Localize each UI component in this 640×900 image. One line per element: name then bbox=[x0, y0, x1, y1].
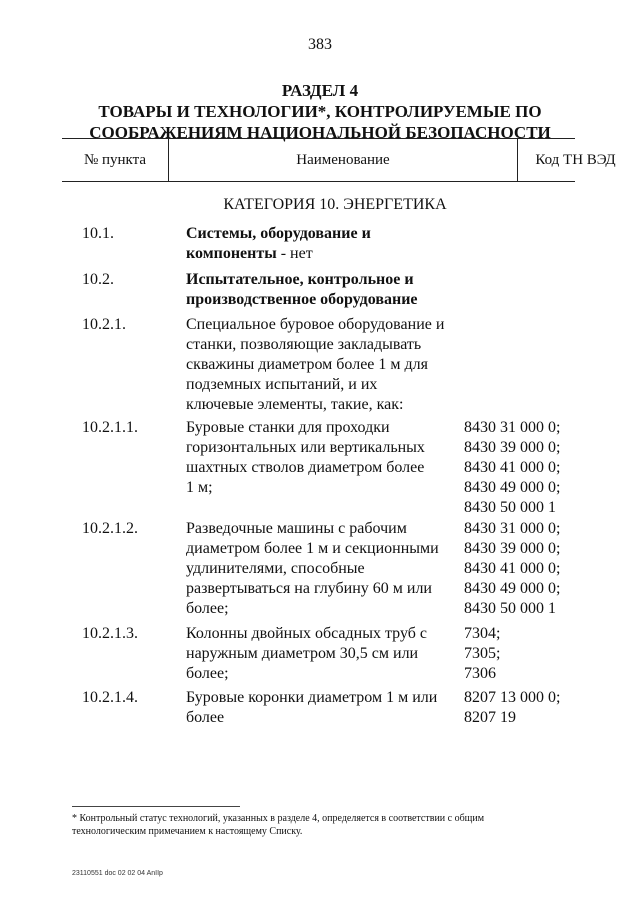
item-name-text: Буровые коронки диаметром 1 м или более bbox=[186, 689, 438, 726]
item-name bbox=[186, 224, 456, 264]
column-header-code: Код ТН ВЭД bbox=[535, 152, 616, 168]
item-name-text: Специальное буровое оборудование и станки, позволяющие закладывать скважины диаметром более 1 м для подземных испытаний, и их ключевые элементы, такие, как: bbox=[186, 316, 445, 413]
item-code: 8430 31 000 0; 8430 39 000 0; 8430 41 000 0; 8430 49 000 0; 8430 50 000 1 bbox=[464, 419, 561, 516]
item-name bbox=[186, 519, 456, 619]
item-code: 7304; 7305; 7306 bbox=[464, 625, 501, 682]
item-name-bold: Испытательное, контрольное и производственное оборудование bbox=[186, 271, 418, 308]
footnote-divider bbox=[72, 806, 240, 807]
item-name bbox=[186, 270, 456, 310]
item-number: 10.2.1.1. bbox=[82, 419, 138, 436]
item-number: 10.1. bbox=[82, 225, 114, 242]
section-title: РАЗДЕЛ 4 bbox=[281, 81, 359, 100]
column-header-number: № пункта bbox=[62, 139, 169, 181]
page-number: 383 bbox=[308, 36, 332, 53]
column-header-name: Наименование bbox=[169, 139, 518, 181]
item-number: 10.2.1.2. bbox=[82, 520, 138, 537]
section-heading bbox=[0, 80, 640, 143]
item-number: 10.2.1. bbox=[82, 316, 126, 333]
document-id: 23110551 doc 02 02 04 AnIIp bbox=[72, 870, 163, 877]
table-header bbox=[62, 138, 616, 182]
item-number: 10.2.1.3. bbox=[82, 625, 138, 642]
item-name-text: Буровые станки для проходки горизонтальных или вертикальных шахтных стволов диаметром более 1 м; bbox=[186, 419, 425, 496]
category-title: КАТЕГОРИЯ 10. ЭНЕРГЕТИКА bbox=[223, 196, 447, 213]
item-name bbox=[186, 418, 456, 498]
item-name bbox=[186, 688, 456, 728]
footnote: * Контрольный статус технологий, указанных в разделе 4, определяется в соответствии с общим технологическим примечанием к настоящему Списку. bbox=[72, 813, 485, 837]
item-name-text: - нет bbox=[276, 245, 313, 262]
item-name-bold: Системы, оборудование и компоненты bbox=[186, 225, 371, 262]
item-name bbox=[186, 315, 456, 415]
item-number: 10.2.1.4. bbox=[82, 689, 138, 706]
item-code: 8430 31 000 0; 8430 39 000 0; 8430 41 000 0; 8430 49 000 0; 8430 50 000 1 bbox=[464, 520, 561, 617]
section-subtitle-line1: ТОВАРЫ И ТЕХНОЛОГИИ*, КОНТРОЛИРУЕМЫЕ ПО bbox=[98, 102, 542, 121]
section-subtitle-line2: СООБРАЖЕНИЯМ НАЦИОНАЛЬНОЙ БЕЗОПАСНОСТИ bbox=[89, 123, 551, 142]
item-name-text: Колонны двойных обсадных труб с наружным диаметром 30,5 см или более; bbox=[186, 625, 427, 682]
item-name bbox=[186, 624, 456, 684]
item-name-text: Разведочные машины с рабочим диаметром более 1 м и секционными удлинителями, способные развертываться на глубину 60 м или более; bbox=[186, 520, 439, 617]
item-code: 8207 13 000 0; 8207 19 bbox=[464, 689, 561, 726]
item-number: 10.2. bbox=[82, 271, 114, 288]
